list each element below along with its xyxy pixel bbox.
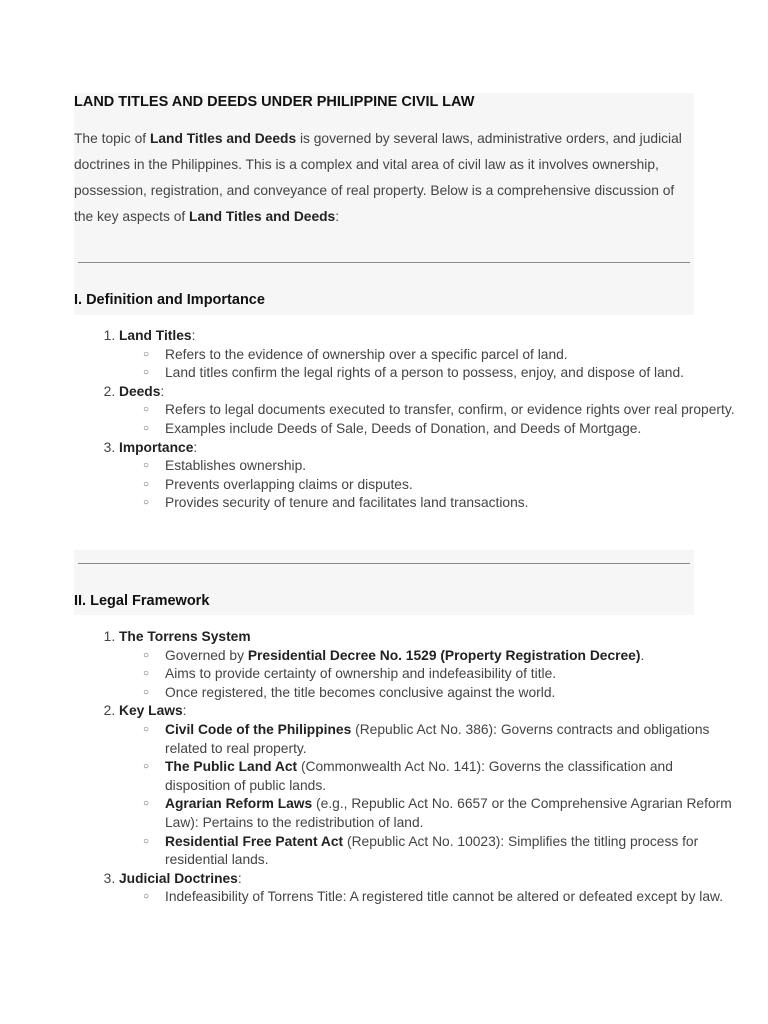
- sub-list: [119, 888, 739, 907]
- definition-list: [74, 327, 739, 513]
- sub-list-item: [165, 401, 739, 420]
- sub-item-text: Once registered, the title becomes conclusive against the world.: [165, 684, 556, 700]
- sub-item-bold: The Public Land Act: [165, 759, 298, 775]
- sub-item-text: Refers to legal documents executed to transfer, confirm, or evidence rights over real property.: [165, 402, 735, 418]
- sub-item-text: Refers to the evidence of ownership over a specific parcel of land.: [165, 346, 568, 362]
- sub-item-text: (e.g., Republic Act No. 6657 or the Comprehensive Agrarian Reform Law): Pertains to the redistribution of land.: [165, 796, 732, 830]
- intro-paragraph: [74, 126, 689, 230]
- sub-item-text: Aims to provide certainty of ownership and indefeasibility of title.: [165, 666, 557, 682]
- item-label: Importance: [119, 439, 194, 455]
- section-heading-definition: I. Definition and Importance: [74, 292, 265, 308]
- sub-item-bold: Residential Free Patent Act: [165, 833, 344, 849]
- sub-item-text: (Commonwealth Act No. 141): Governs the classification and disposition of public lands.: [165, 759, 673, 793]
- item-colon: :: [191, 328, 196, 343]
- sub-list-item: [165, 494, 739, 513]
- intro-text: is governed by several laws, administrative orders, and judicial doctrines in the Philippines. This is a complex and vital area of civil law as it involves ownership, possession, registration, and conveyance of real property. Below is a comprehensive discussion of the key aspects of: [74, 131, 682, 224]
- legal-framework-list: [74, 628, 739, 907]
- sub-item-bold: Presidential Decree No. 1529 (Property Registration Decree): [247, 647, 641, 663]
- sub-list: [119, 647, 739, 703]
- list-item: [119, 383, 739, 439]
- sub-item-bold: Agrarian Reform Laws: [165, 796, 313, 812]
- sub-list-item: [165, 888, 739, 907]
- item-label: Land Titles: [119, 328, 192, 343]
- horizontal-rule: [78, 563, 690, 564]
- sub-list-item: [165, 364, 739, 383]
- intro-bold-term: Land Titles and Deeds: [189, 209, 336, 224]
- sub-list-item: [165, 795, 739, 832]
- item-label: Deeds: [119, 383, 161, 399]
- list-item: [119, 628, 739, 702]
- item-colon: :: [237, 870, 242, 886]
- document-title: LAND TITLES AND DEEDS UNDER PHILIPPINE CIVIL LAW: [74, 94, 475, 110]
- sub-item-text: Examples include Deeds of Sale, Deeds of Donation, and Deeds of Mortgage.: [165, 420, 642, 436]
- list-item: [119, 439, 739, 513]
- sub-item-bold: Civil Code of the Philippines: [165, 721, 352, 737]
- item-colon: :: [182, 703, 187, 719]
- list-item: [119, 702, 739, 869]
- horizontal-rule: [78, 262, 690, 263]
- sub-list-item: [165, 457, 739, 476]
- sub-list-item: [165, 758, 739, 795]
- sub-list-item: [165, 647, 739, 666]
- sub-item-text: Indefeasibility of Torrens Title: A registered title cannot be altered or defeated except by law.: [165, 889, 724, 905]
- sub-list-item: [165, 420, 739, 439]
- sub-item-text: (Republic Act No. 10023): Simplifies the titling process for residential lands.: [165, 833, 699, 868]
- item-label: The Torrens System: [119, 629, 251, 644]
- sub-list-item: [165, 833, 739, 870]
- intro-text: The topic of: [74, 131, 150, 146]
- sub-item-text: .: [640, 647, 645, 663]
- sub-item-text: Establishes ownership.: [165, 458, 307, 474]
- sub-list: [119, 346, 739, 383]
- sub-list: [119, 401, 739, 438]
- item-colon: :: [193, 439, 198, 455]
- sub-item-text: Prevents overlapping claims or disputes.: [165, 476, 413, 492]
- item-label: Key Laws: [119, 703, 183, 719]
- sub-list-item: [165, 665, 739, 684]
- item-colon: :: [160, 383, 165, 399]
- list-item: [119, 327, 739, 383]
- sub-item-text: Governed by: [165, 647, 248, 663]
- section-heading-legal-framework: II. Legal Framework: [74, 593, 210, 609]
- list-item: [119, 870, 739, 907]
- sub-item-text: (Republic Act No. 386): Governs contracts and obligations related to real property.: [165, 721, 710, 756]
- intro-bold-term: Land Titles and Deeds: [149, 131, 297, 146]
- sub-list: [119, 721, 739, 870]
- sub-item-text: Land titles confirm the legal rights of a person to possess, enjoy, and dispose of land.: [165, 365, 684, 381]
- item-label: Judicial Doctrines: [119, 870, 238, 886]
- sub-list-item: [165, 721, 739, 758]
- sub-list: [119, 457, 739, 513]
- intro-text: :: [335, 209, 340, 224]
- sub-list-item: [165, 346, 739, 365]
- sub-list-item: [165, 684, 739, 703]
- sub-item-text: Provides security of tenure and facilitates land transactions.: [165, 495, 529, 511]
- sub-list-item: [165, 476, 739, 495]
